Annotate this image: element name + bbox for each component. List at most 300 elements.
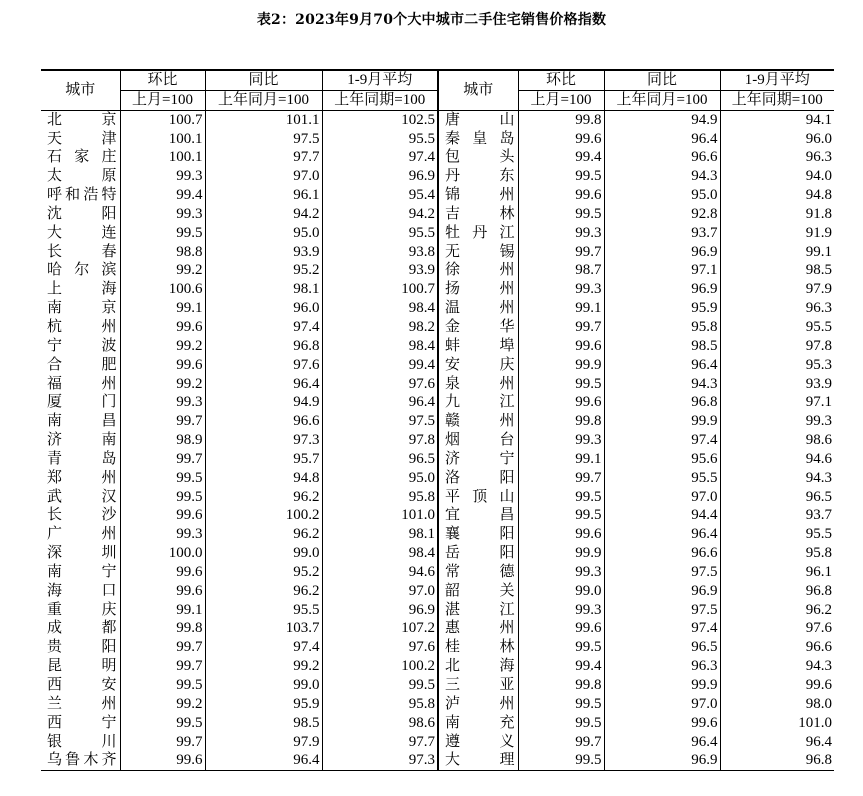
city-name: 南宁 (47, 563, 117, 580)
table-row (41, 657, 834, 676)
yoy-index: 97.5 (205, 130, 322, 149)
yoy-index: 96.2 (205, 525, 322, 544)
ytd-index: 96.1 (720, 563, 834, 582)
mom-index: 99.5 (120, 714, 205, 733)
ytd-index: 97.0 (322, 582, 438, 601)
city-name: 重庆 (47, 601, 117, 618)
city-name: 成都 (47, 620, 117, 637)
yoy-index: 95.2 (205, 261, 322, 280)
ytd-index: 94.2 (322, 205, 438, 224)
yoy-index: 103.7 (205, 619, 322, 638)
city-name: 襄阳 (438, 525, 518, 544)
ytd-index: 97.9 (720, 280, 834, 299)
yoy-index: 96.1 (205, 186, 322, 205)
city-name: 宜昌 (438, 506, 518, 525)
mom-index: 98.9 (120, 431, 205, 450)
mom-index: 99.5 (120, 488, 205, 507)
yoy-index: 95.9 (604, 299, 720, 318)
ytd-index: 96.6 (720, 638, 834, 657)
yoy-index: 95.5 (604, 469, 720, 488)
city-name: 北京 (47, 111, 117, 128)
city-name: 蚌埠 (438, 337, 518, 356)
yoy-index: 97.6 (205, 356, 322, 375)
mom-index: 99.1 (120, 299, 205, 318)
city-name: 太原 (47, 168, 117, 185)
yoy-index: 96.6 (604, 148, 720, 167)
city-name: 湛江 (438, 601, 518, 620)
ytd-index: 94.3 (720, 469, 834, 488)
ytd-index: 99.1 (720, 243, 834, 262)
city-name: 三亚 (438, 676, 518, 695)
mom-index: 99.6 (518, 619, 604, 638)
mom-index: 99.3 (518, 601, 604, 620)
city-name: 安庆 (438, 356, 518, 375)
mom-index: 99.1 (518, 299, 604, 318)
city-name: 遵义 (438, 733, 518, 752)
city-name: 大理 (438, 751, 518, 770)
yoy-index: 99.6 (604, 714, 720, 733)
table-row (41, 676, 834, 695)
table-row (41, 167, 834, 186)
ytd-index: 95.5 (720, 318, 834, 337)
city-name: 长春 (47, 243, 117, 260)
mom-index: 99.7 (518, 318, 604, 337)
mom-index: 99.6 (518, 525, 604, 544)
ytd-index: 91.8 (720, 205, 834, 224)
ytd-index: 99.5 (322, 676, 438, 695)
city-name: 长沙 (47, 507, 117, 524)
mom-index: 99.7 (518, 243, 604, 262)
yoy-index: 94.4 (604, 506, 720, 525)
city-name: 赣州 (438, 412, 518, 431)
mom-index: 99.7 (120, 657, 205, 676)
table-row (41, 299, 834, 318)
table-row (41, 714, 834, 733)
yoy-index: 97.4 (205, 638, 322, 657)
table-row (41, 393, 834, 412)
city-name: 杭州 (47, 318, 117, 335)
yoy-index: 94.8 (205, 469, 322, 488)
city-name: 青岛 (47, 450, 117, 467)
mom-index: 100.0 (120, 544, 205, 563)
city-name: 天津 (47, 130, 117, 147)
ytd-index: 95.0 (322, 469, 438, 488)
mom-index: 99.8 (518, 412, 604, 431)
ytd-index: 100.7 (322, 280, 438, 299)
mom-index: 99.6 (120, 318, 205, 337)
ytd-index: 107.2 (322, 619, 438, 638)
mom-index: 99.4 (518, 657, 604, 676)
ytd-index: 94.6 (322, 563, 438, 582)
mom-index: 99.6 (120, 356, 205, 375)
yoy-index: 97.4 (604, 619, 720, 638)
city-name: 扬州 (438, 280, 518, 299)
header-ytd-base: 上年同期=100 (322, 90, 438, 110)
ytd-index: 96.2 (720, 601, 834, 620)
yoy-index: 100.2 (205, 506, 322, 525)
yoy-index: 96.5 (604, 638, 720, 657)
ytd-index: 97.4 (322, 148, 438, 167)
yoy-index: 97.7 (205, 148, 322, 167)
yoy-index: 97.5 (604, 601, 720, 620)
mom-index: 99.7 (120, 733, 205, 752)
yoy-index: 96.8 (205, 337, 322, 356)
table-row (41, 563, 834, 582)
ytd-index: 93.9 (720, 375, 834, 394)
table-row (41, 601, 834, 620)
table-row (41, 243, 834, 262)
yoy-index: 97.0 (205, 167, 322, 186)
city-name: 桂林 (438, 638, 518, 657)
mom-index: 99.6 (518, 337, 604, 356)
mom-index: 99.3 (120, 167, 205, 186)
table-row (41, 186, 834, 205)
yoy-index: 94.9 (604, 110, 720, 129)
ytd-index: 97.1 (720, 393, 834, 412)
table-row (41, 638, 834, 657)
yoy-index: 98.1 (205, 280, 322, 299)
yoy-index: 99.9 (604, 676, 720, 695)
city-name: 南昌 (47, 413, 117, 430)
mom-index: 99.6 (120, 563, 205, 582)
ytd-index: 95.4 (322, 186, 438, 205)
mom-index: 99.1 (518, 450, 604, 469)
mom-index: 99.3 (518, 431, 604, 450)
city-name: 徐州 (438, 261, 518, 280)
mom-index: 99.0 (518, 582, 604, 601)
city-name: 南充 (438, 714, 518, 733)
mom-index: 99.2 (120, 261, 205, 280)
city-name: 九江 (438, 393, 518, 412)
mom-index: 99.7 (518, 469, 604, 488)
yoy-index: 98.5 (205, 714, 322, 733)
mom-index: 99.8 (120, 619, 205, 638)
yoy-index: 96.4 (205, 375, 322, 394)
ytd-index: 98.6 (720, 431, 834, 450)
mom-index: 99.5 (120, 224, 205, 243)
header-yoy-base: 上年同月=100 (604, 90, 720, 110)
yoy-index: 97.3 (205, 431, 322, 450)
city-name: 兰州 (47, 695, 117, 712)
ytd-index: 97.6 (720, 619, 834, 638)
yoy-index: 95.9 (205, 695, 322, 714)
table-row (41, 337, 834, 356)
table-row (41, 695, 834, 714)
ytd-index: 94.0 (720, 167, 834, 186)
ytd-index: 97.3 (322, 751, 438, 770)
table-row (41, 412, 834, 431)
table-row (41, 110, 834, 129)
table-row (41, 318, 834, 337)
yoy-index: 93.7 (604, 224, 720, 243)
yoy-index: 95.7 (205, 450, 322, 469)
city-name: 丹东 (438, 167, 518, 186)
header-mom-base: 上月=100 (120, 90, 205, 110)
city-name: 包头 (438, 148, 518, 167)
city-name: 惠州 (438, 619, 518, 638)
ytd-index: 96.9 (322, 601, 438, 620)
mom-index: 99.5 (518, 167, 604, 186)
mom-index: 99.4 (518, 148, 604, 167)
yoy-index: 97.5 (604, 563, 720, 582)
mom-index: 99.9 (518, 544, 604, 563)
ytd-index: 95.8 (322, 488, 438, 507)
ytd-index: 97.6 (322, 638, 438, 657)
ytd-index: 98.1 (322, 525, 438, 544)
mom-index: 99.5 (518, 488, 604, 507)
yoy-index: 94.3 (604, 375, 720, 394)
yoy-index: 96.0 (205, 299, 322, 318)
yoy-index: 92.8 (604, 205, 720, 224)
yoy-index: 95.0 (604, 186, 720, 205)
ytd-index: 96.4 (720, 733, 834, 752)
table-row (41, 488, 834, 507)
mom-index: 100.1 (120, 130, 205, 149)
city-name: 烟台 (438, 431, 518, 450)
table-header (41, 70, 834, 110)
city-name: 泸州 (438, 695, 518, 714)
yoy-index: 95.6 (604, 450, 720, 469)
table-row (41, 469, 834, 488)
city-name: 秦皇岛 (438, 130, 518, 149)
yoy-index: 96.8 (604, 393, 720, 412)
table-row (41, 544, 834, 563)
ytd-index: 94.1 (720, 110, 834, 129)
ytd-index: 93.8 (322, 243, 438, 262)
yoy-index: 96.9 (604, 751, 720, 770)
city-name: 哈尔滨 (47, 262, 117, 279)
city-name: 石家庄 (47, 149, 117, 166)
yoy-index: 95.5 (205, 601, 322, 620)
table-row (41, 733, 834, 752)
mom-index: 99.8 (518, 676, 604, 695)
yoy-index: 93.9 (205, 243, 322, 262)
header-yoy: 同比 (604, 70, 720, 90)
yoy-index: 96.9 (604, 280, 720, 299)
city-name: 吉林 (438, 205, 518, 224)
city-name: 厦门 (47, 394, 117, 411)
mom-index: 99.2 (120, 375, 205, 394)
mom-index: 99.3 (518, 224, 604, 243)
city-name: 南京 (47, 300, 117, 317)
table-title: 表2：2023年9月70个大中城市二手住宅销售价格指数 (256, 12, 607, 28)
yoy-index: 96.3 (604, 657, 720, 676)
header-ytd-base: 上年同期=100 (720, 90, 834, 110)
yoy-index: 97.4 (205, 318, 322, 337)
yoy-index: 96.4 (604, 356, 720, 375)
header-mom: 环比 (120, 70, 205, 90)
yoy-index: 99.0 (205, 676, 322, 695)
city-name: 大连 (47, 224, 117, 241)
mom-index: 99.5 (120, 676, 205, 695)
mom-index: 99.3 (120, 525, 205, 544)
header-mom: 环比 (518, 70, 604, 90)
ytd-index: 98.2 (322, 318, 438, 337)
header-mom-base: 上月=100 (518, 90, 604, 110)
ytd-index: 98.4 (322, 544, 438, 563)
ytd-index: 94.8 (720, 186, 834, 205)
mom-index: 100.1 (120, 148, 205, 167)
header-city: 城市 (41, 70, 120, 110)
city-name: 广州 (47, 526, 117, 543)
city-name: 西安 (47, 677, 117, 693)
city-name: 上海 (47, 281, 117, 298)
city-name: 宁波 (47, 337, 117, 354)
header-ytd: 1-9月平均 (322, 70, 438, 90)
table-row (41, 582, 834, 601)
city-name: 唐山 (438, 110, 518, 129)
ytd-index: 99.3 (720, 412, 834, 431)
yoy-index: 97.9 (205, 733, 322, 752)
yoy-index: 95.2 (205, 563, 322, 582)
city-name: 深圳 (47, 545, 117, 562)
table-row (41, 751, 834, 770)
mom-index: 100.7 (120, 110, 205, 129)
yoy-index: 96.6 (205, 412, 322, 431)
yoy-index: 97.0 (604, 488, 720, 507)
yoy-index: 96.4 (604, 525, 720, 544)
ytd-index: 95.5 (322, 130, 438, 149)
yoy-index: 95.0 (205, 224, 322, 243)
yoy-index: 99.0 (205, 544, 322, 563)
yoy-index: 96.4 (604, 130, 720, 149)
mom-index: 99.7 (120, 638, 205, 657)
ytd-index: 96.8 (720, 582, 834, 601)
ytd-index: 97.5 (322, 412, 438, 431)
table-row (41, 261, 834, 280)
mom-index: 99.6 (120, 751, 205, 770)
city-name: 西宁 (47, 714, 117, 731)
mom-index: 99.6 (518, 186, 604, 205)
ytd-index: 96.8 (720, 751, 834, 770)
mom-index: 99.5 (518, 205, 604, 224)
mom-index: 99.7 (518, 733, 604, 752)
ytd-index: 97.8 (322, 431, 438, 450)
mom-index: 99.2 (120, 337, 205, 356)
ytd-index: 96.0 (720, 130, 834, 149)
mom-index: 99.5 (518, 375, 604, 394)
city-name: 金华 (438, 318, 518, 337)
yoy-index: 99.2 (205, 657, 322, 676)
mom-index: 99.3 (518, 280, 604, 299)
city-name: 合肥 (47, 356, 117, 373)
mom-index: 98.7 (518, 261, 604, 280)
city-name: 海口 (47, 582, 117, 599)
ytd-index: 97.7 (322, 733, 438, 752)
table-row (41, 356, 834, 375)
yoy-index: 99.9 (604, 412, 720, 431)
header-yoy-base: 上年同月=100 (205, 90, 322, 110)
city-name: 泉州 (438, 375, 518, 394)
mom-index: 99.6 (518, 130, 604, 149)
city-name: 平顶山 (438, 488, 518, 507)
mom-index: 99.3 (120, 393, 205, 412)
city-name: 韶关 (438, 582, 518, 601)
ytd-index: 91.9 (720, 224, 834, 243)
table-row (41, 148, 834, 167)
mom-index: 99.5 (120, 469, 205, 488)
ytd-index: 98.4 (322, 299, 438, 318)
yoy-index: 96.4 (604, 733, 720, 752)
mom-index: 99.6 (518, 393, 604, 412)
header-yoy: 同比 (205, 70, 322, 90)
header-city: 城市 (438, 70, 518, 110)
city-name: 牡丹江 (438, 224, 518, 243)
ytd-index: 96.5 (720, 488, 834, 507)
table-row (41, 375, 834, 394)
city-name: 洛阳 (438, 469, 518, 488)
city-name: 乌鲁木齐 (41, 751, 120, 770)
ytd-index: 97.8 (720, 337, 834, 356)
ytd-index: 95.8 (720, 544, 834, 563)
city-name: 济南 (47, 432, 117, 449)
yoy-index: 96.2 (205, 582, 322, 601)
yoy-index: 97.4 (604, 431, 720, 450)
ytd-index: 94.6 (720, 450, 834, 469)
ytd-index: 101.0 (322, 506, 438, 525)
table-body (41, 110, 834, 771)
city-name: 福州 (47, 375, 117, 392)
city-name: 沈阳 (47, 205, 117, 222)
ytd-index: 102.5 (322, 110, 438, 129)
table-row (41, 619, 834, 638)
yoy-index: 94.2 (205, 205, 322, 224)
yoy-index: 96.9 (604, 582, 720, 601)
yoy-index: 97.1 (604, 261, 720, 280)
table-row (41, 205, 834, 224)
table-row (41, 224, 834, 243)
ytd-index: 93.7 (720, 506, 834, 525)
city-name: 无锡 (438, 243, 518, 262)
city-name: 岳阳 (438, 544, 518, 563)
ytd-index: 98.0 (720, 695, 834, 714)
ytd-index: 100.2 (322, 657, 438, 676)
mom-index: 99.1 (120, 601, 205, 620)
city-name: 呼和浩特 (47, 187, 117, 204)
city-name: 济宁 (438, 450, 518, 469)
mom-index: 99.4 (120, 186, 205, 205)
ytd-index: 93.9 (322, 261, 438, 280)
yoy-index: 97.0 (604, 695, 720, 714)
mom-index: 99.3 (518, 563, 604, 582)
yoy-index: 96.6 (604, 544, 720, 563)
city-name: 温州 (438, 299, 518, 318)
ytd-index: 98.4 (322, 337, 438, 356)
mom-index: 99.7 (120, 450, 205, 469)
yoy-index: 96.9 (604, 243, 720, 262)
city-name: 昆明 (47, 658, 117, 675)
yoy-index: 95.8 (604, 318, 720, 337)
header-ytd: 1-9月平均 (720, 70, 834, 90)
ytd-index: 96.5 (322, 450, 438, 469)
ytd-index: 96.9 (322, 167, 438, 186)
ytd-index: 94.3 (720, 657, 834, 676)
city-name: 武汉 (47, 488, 117, 505)
city-name: 银川 (47, 733, 117, 750)
ytd-index: 96.4 (322, 393, 438, 412)
mom-index: 99.5 (518, 714, 604, 733)
city-name: 贵阳 (47, 639, 117, 656)
mom-index: 99.8 (518, 110, 604, 129)
ytd-index: 97.6 (322, 375, 438, 394)
yoy-index: 98.5 (604, 337, 720, 356)
mom-index: 99.5 (518, 638, 604, 657)
mom-index: 99.9 (518, 356, 604, 375)
ytd-index: 95.3 (720, 356, 834, 375)
ytd-index: 95.8 (322, 695, 438, 714)
yoy-index: 101.1 (205, 110, 322, 129)
ytd-index: 101.0 (720, 714, 834, 733)
